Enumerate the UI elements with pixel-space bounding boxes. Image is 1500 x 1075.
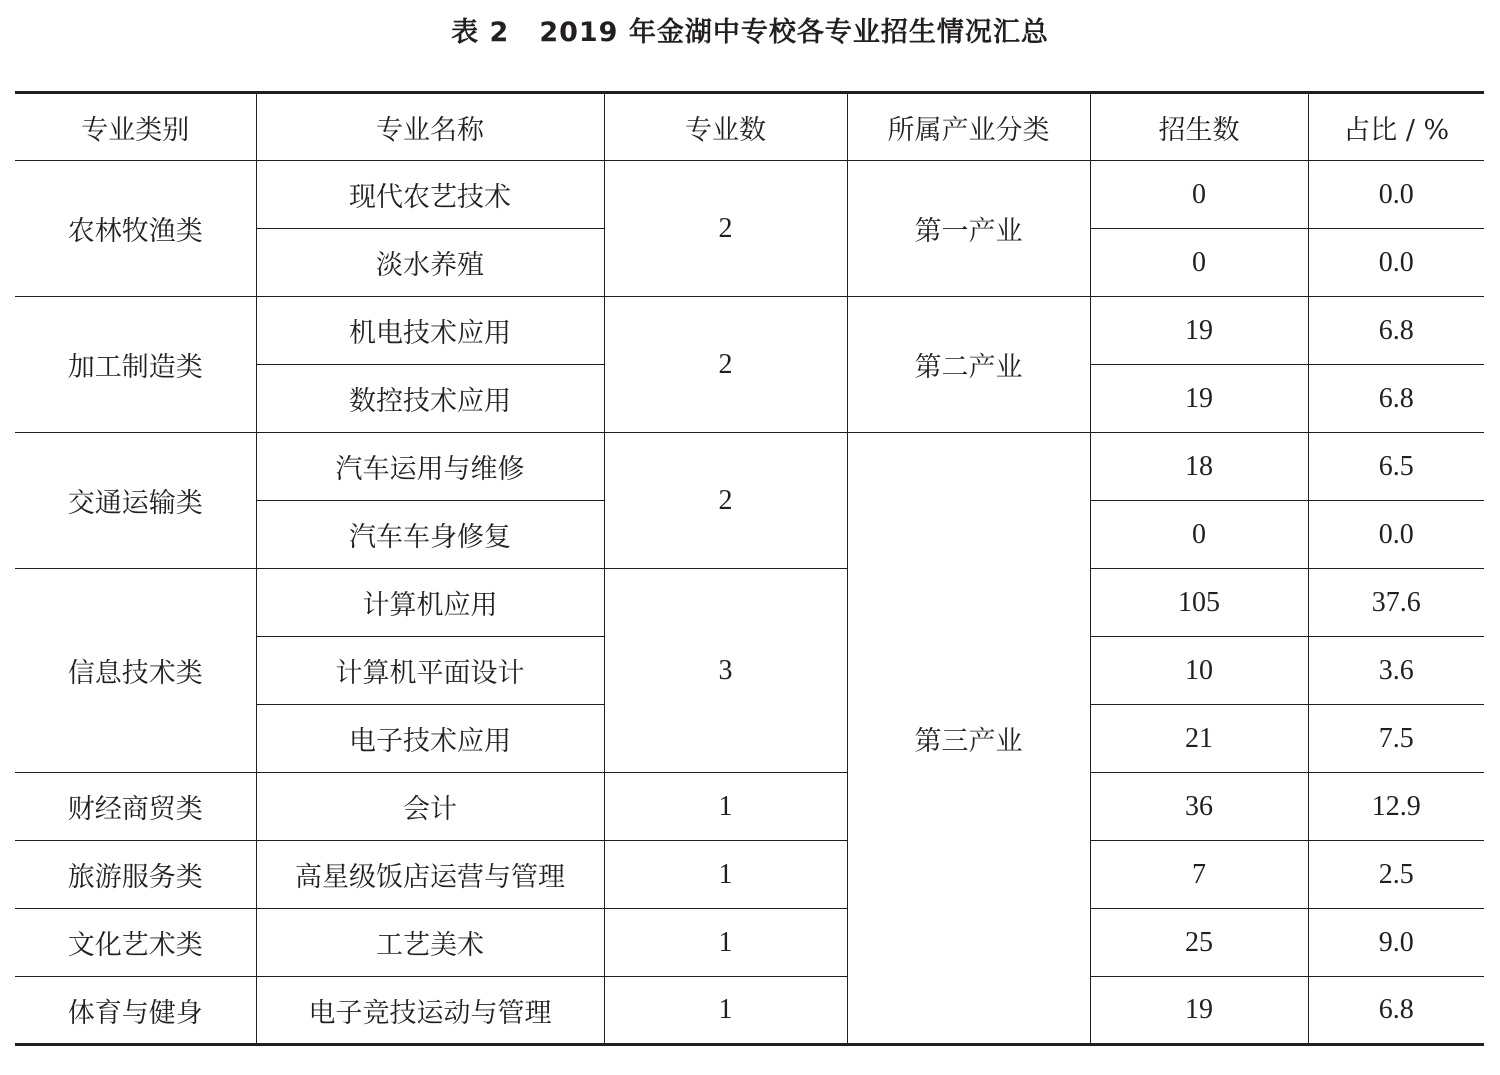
ratio-cell: 6.5 <box>1308 433 1484 501</box>
enrollment-cell: 10 <box>1090 637 1308 705</box>
major-count-cell: 2 <box>604 433 847 569</box>
header-major-count: 专业数 <box>604 93 847 161</box>
ratio-cell: 7.5 <box>1308 705 1484 773</box>
enrollment-cell: 25 <box>1090 909 1308 977</box>
table-row <box>15 161 1484 229</box>
header-category: 专业类别 <box>15 93 256 161</box>
table-title <box>0 10 1500 56</box>
major-count-cell: 1 <box>604 841 847 909</box>
category-cell: 旅游服务类 <box>15 841 256 909</box>
ratio-cell: 0.0 <box>1308 229 1484 297</box>
major-count-cell: 1 <box>604 977 847 1045</box>
category-cell: 文化艺术类 <box>15 909 256 977</box>
ratio-cell: 0.0 <box>1308 161 1484 229</box>
major-count-cell: 2 <box>604 161 847 297</box>
major-count-cell: 3 <box>604 569 847 773</box>
table-row <box>15 297 1484 365</box>
ratio-cell: 6.8 <box>1308 365 1484 433</box>
major-name-cell: 计算机平面设计 <box>256 637 604 705</box>
enrollment-cell: 19 <box>1090 297 1308 365</box>
major-count-cell: 1 <box>604 909 847 977</box>
enrollment-cell: 7 <box>1090 841 1308 909</box>
ratio-cell: 37.6 <box>1308 569 1484 637</box>
enrollment-cell: 0 <box>1090 229 1308 297</box>
table-row <box>15 433 1484 501</box>
major-name-cell: 会计 <box>256 773 604 841</box>
industry-cell: 第三产业 <box>847 433 1090 1045</box>
enrollment-cell: 0 <box>1090 501 1308 569</box>
table-caption: 2019 年金湖中专校各专业招生情况汇总 <box>539 17 1049 48</box>
header-major-name: 专业名称 <box>256 93 604 161</box>
enrollment-cell: 36 <box>1090 773 1308 841</box>
table-row <box>15 977 1484 1045</box>
table-row <box>15 569 1484 637</box>
header-enrollment: 招生数 <box>1090 93 1308 161</box>
major-name-cell: 工艺美术 <box>256 909 604 977</box>
ratio-cell: 0.0 <box>1308 501 1484 569</box>
table-row <box>15 773 1484 841</box>
major-name-cell: 电子竞技运动与管理 <box>256 977 604 1045</box>
major-name-cell: 机电技术应用 <box>256 297 604 365</box>
ratio-cell: 3.6 <box>1308 637 1484 705</box>
enrollment-cell: 19 <box>1090 365 1308 433</box>
industry-cell: 第二产业 <box>847 297 1090 433</box>
enrollment-cell: 19 <box>1090 977 1308 1045</box>
table-row <box>15 909 1484 977</box>
table-number: 表 2 <box>451 17 510 48</box>
category-cell: 体育与健身 <box>15 977 256 1045</box>
major-name-cell: 汽车运用与维修 <box>256 433 604 501</box>
enrollment-table <box>15 91 1484 1046</box>
enrollment-cell: 18 <box>1090 433 1308 501</box>
ratio-cell: 12.9 <box>1308 773 1484 841</box>
header-row <box>15 93 1484 161</box>
major-name-cell: 汽车车身修复 <box>256 501 604 569</box>
industry-cell: 第一产业 <box>847 161 1090 297</box>
header-industry: 所属产业分类 <box>847 93 1090 161</box>
category-cell: 财经商贸类 <box>15 773 256 841</box>
major-count-cell: 2 <box>604 297 847 433</box>
major-name-cell: 高星级饭店运营与管理 <box>256 841 604 909</box>
major-count-cell: 1 <box>604 773 847 841</box>
major-name-cell: 计算机应用 <box>256 569 604 637</box>
category-cell: 信息技术类 <box>15 569 256 773</box>
header-ratio: 占比 / % <box>1308 93 1484 161</box>
major-name-cell: 数控技术应用 <box>256 365 604 433</box>
enrollment-cell: 0 <box>1090 161 1308 229</box>
ratio-cell: 6.8 <box>1308 297 1484 365</box>
major-name-cell: 现代农艺技术 <box>256 161 604 229</box>
enrollment-cell: 105 <box>1090 569 1308 637</box>
ratio-cell: 9.0 <box>1308 909 1484 977</box>
table-row <box>15 841 1484 909</box>
category-cell: 加工制造类 <box>15 297 256 433</box>
enrollment-cell: 21 <box>1090 705 1308 773</box>
major-name-cell: 电子技术应用 <box>256 705 604 773</box>
category-cell: 交通运输类 <box>15 433 256 569</box>
ratio-cell: 6.8 <box>1308 977 1484 1045</box>
category-cell: 农林牧渔类 <box>15 161 256 297</box>
major-name-cell: 淡水养殖 <box>256 229 604 297</box>
ratio-cell: 2.5 <box>1308 841 1484 909</box>
